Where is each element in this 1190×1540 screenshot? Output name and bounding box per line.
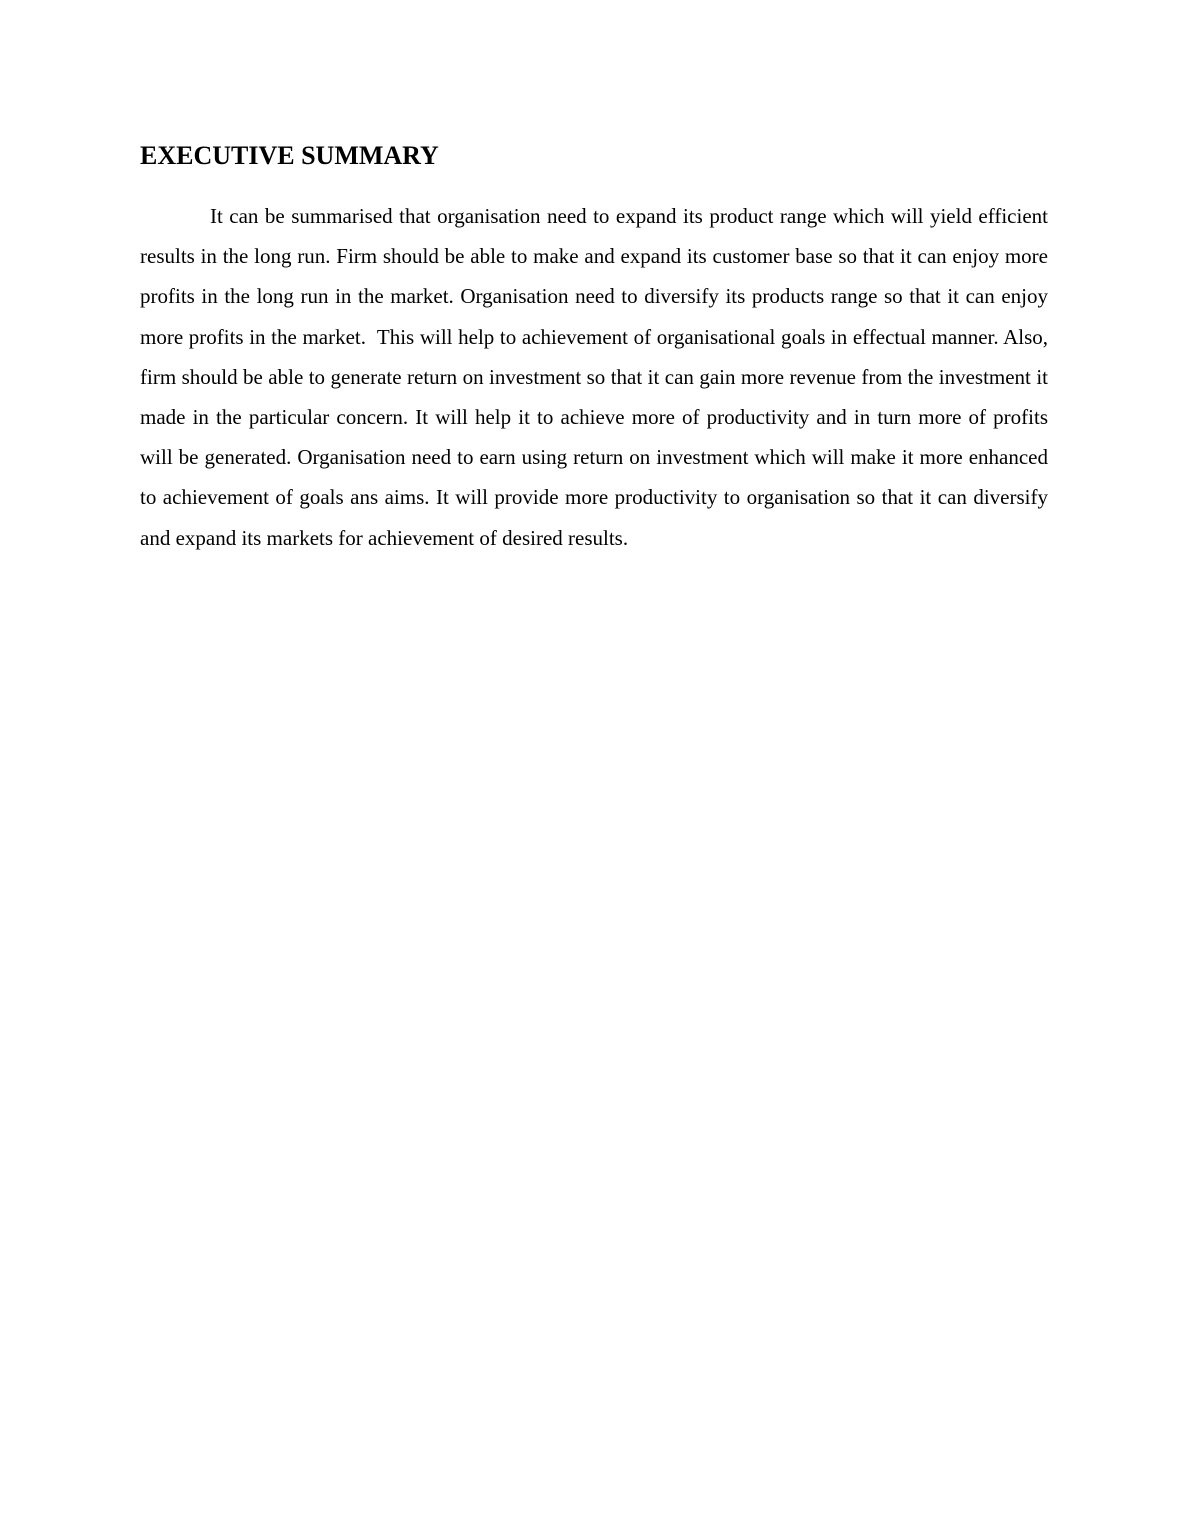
summary-paragraph: It can be summarised that organisation need to expand its product range which will yield efficient results in the long run. Firm should be able to make and expand its customer base so that it can enjoy more profits in the long run in the market. Organisation need to diversify its products range so that it can enjoy more profits in the market. This will help to achievement of organisational goals in effectual manner. Also, firm should be able to generate return on investment so that it can gain more revenue from the investment it made in the particular concern. It will help it to achieve more of productivity and in turn more of profits will be generated. Organisation need to earn using return on investment which will make it more enhanced to achievement of goals ans aims. It will provide more productivity to organisation so that it can diversify and expand its markets for achievement of desired results. xyxy=(140,204,1054,550)
document-body xyxy=(140,140,1054,558)
page-title: EXECUTIVE SUMMARY xyxy=(140,141,439,170)
